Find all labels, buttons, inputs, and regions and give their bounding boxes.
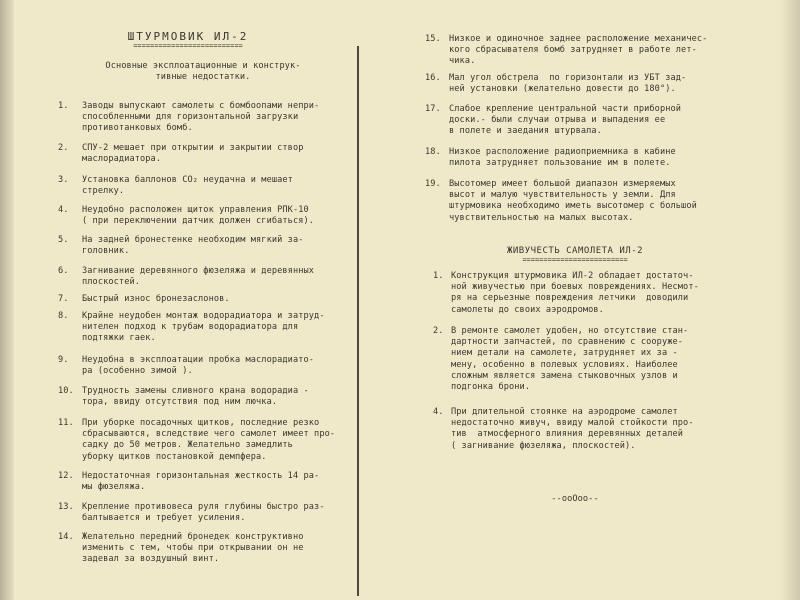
list-item xyxy=(58,101,319,135)
item-text: Неудобно расположен щиток управления РПК-10 ( при переключении датчик должен сгибаться). xyxy=(82,205,315,227)
title-underline: ========================== xyxy=(133,43,243,50)
list-item xyxy=(425,147,676,169)
list-item xyxy=(58,311,325,345)
item-text: Слабое крепление центральной части приборной доски.- были случаи отрыва и выпадения ее в полете и заедания штурвала. xyxy=(449,104,682,137)
item-text: При уборке посадочных щитков, последние резко сбрасываются, вследствие чего самолет имеет про- садку до 50 метров. Желательно замедлить уборку щитков постановкой демпфера. xyxy=(82,418,336,462)
list-item xyxy=(58,502,325,524)
item-number: 14. xyxy=(58,532,74,542)
item-number: 9. xyxy=(58,355,69,365)
left-subtitle xyxy=(58,61,348,83)
item-number: 13. xyxy=(58,502,74,512)
item-number: 2. xyxy=(58,143,69,153)
section-title: ЖИВУЧЕСТЬ САМОЛЕТА ИЛ-2 xyxy=(506,246,644,256)
item-number: 4. xyxy=(58,205,69,215)
item-text: Крепление противовеса руля глубины быстро раз- балтывается и требует усиления. xyxy=(82,502,325,524)
item-text: Недостаточная горизонтальная жесткость 14 ра- мы фюзеляжа. xyxy=(82,471,320,493)
item-text: Загнивание деревянного фюзеляжа и деревянных плоскостей. xyxy=(82,266,315,288)
subtitle-line: тивные недостатки. xyxy=(155,72,251,83)
list-item xyxy=(58,205,314,227)
column-divider xyxy=(357,46,359,596)
item-text: Высотомер имеет большой диапазон измеряемых высот и малую чувствительность у земли. Для штурмовика необходимо иметь высотомер с большой чувствительностью на малых высотах. xyxy=(449,179,697,223)
item-text: Низкое и одиночное заднее расположение механичес- кого сбрасывателя бомб затрудняет в работе лет- чика. xyxy=(449,34,708,67)
item-number: 1. xyxy=(58,101,69,111)
list-item xyxy=(58,175,293,197)
end-mark: --ооОоо-- xyxy=(551,494,599,504)
item-number: 15. xyxy=(425,34,441,44)
list-item xyxy=(58,143,304,165)
item-number: 7. xyxy=(58,294,69,304)
item-text: Быстрый износ бронезаслонов. xyxy=(82,294,230,304)
item-number: 1. xyxy=(433,271,444,281)
list-item xyxy=(433,326,688,393)
item-number: 12. xyxy=(58,471,74,481)
subtitle-line: Основные эксплоатационные и конструк- xyxy=(105,61,301,71)
item-number: 5. xyxy=(58,235,69,245)
list-item xyxy=(58,532,304,566)
item-number: 18. xyxy=(425,147,441,157)
list-item xyxy=(433,271,699,316)
item-number: 8. xyxy=(58,311,69,321)
item-number: 6. xyxy=(58,266,69,276)
item-text: Установка баллонов СО₂ неудачна и мешает стрелку. xyxy=(82,175,293,197)
list-item xyxy=(58,471,319,493)
item-number: 16. xyxy=(425,73,441,83)
list-item xyxy=(425,179,697,224)
list-item xyxy=(433,407,694,452)
item-text: Неудобна в эксплоатации пробка маслорадиато- ра (особенно зимой ). xyxy=(82,355,315,377)
item-text: Трудность замены сливного крана водорадиа - тора, ввиду отсутствия под ним лючка. xyxy=(82,386,309,408)
item-number: 10. xyxy=(58,386,74,396)
item-text: Желательно передний бронедек конструктивно изменить с тем, чтобы при открывании он не задевал за воздушный винт. xyxy=(82,532,304,565)
list-item xyxy=(425,73,686,95)
item-text: Крайне неудобен монтаж водорадиатора и затруд- нителен подход к трубам водорадиатора для подтяжки гаек. xyxy=(82,311,325,344)
list-item xyxy=(425,104,681,138)
item-number: 17. xyxy=(425,104,441,114)
item-text: СПУ-2 мешает при открытии и закрытии створ маслорадиатора. xyxy=(82,143,304,165)
document-title: ШТУРМОВИК ИЛ-2 xyxy=(127,30,249,43)
list-item xyxy=(58,386,309,408)
item-text: Заводы выпускают самолеты с бомбоопами непри- способленными для горизонтальной загрузки противотанковых бомб. xyxy=(82,101,320,134)
item-number: 2. xyxy=(433,326,444,336)
list-item xyxy=(425,34,707,68)
list-item xyxy=(58,418,335,463)
item-text: Мал угол обстрела по горизонтали из УБТ зад- ней установки (желательно довести до 180°). xyxy=(449,73,687,95)
list-item xyxy=(58,266,314,288)
item-number: 19. xyxy=(425,179,441,189)
item-text: Низкое расположение радиоприемника в кабине пилота затрудняет пользование им в полете. xyxy=(449,147,676,169)
item-number: 3. xyxy=(58,175,69,185)
item-number: 11. xyxy=(58,418,74,428)
item-number: 4. xyxy=(433,407,444,417)
item-text: В ремонте самолет удобен, но отсутствие стан- дартности запчастей, по сравнению с сооруже- нием детали на самолете, затрудняет их за - мену, особенно в полевых условиях. Наиболее сложным является замена стыковочных узлов и подгонка брони. xyxy=(451,326,689,393)
list-item xyxy=(58,355,314,377)
list-item xyxy=(58,235,304,257)
item-text: На задней бронестенке необходим мягкий за- головник. xyxy=(82,235,304,257)
item-text: При длительной стоянке на аэродроме самолет недостаточно живуч, ввиду малой стойкости про- тив атмосферного влияния деревянных деталей ( загнивание фюзеляжа, плоскостей). xyxy=(451,407,694,451)
list-item xyxy=(58,294,230,305)
item-text: Конструкция штурмовика ИЛ-2 обладает достаточ- ной живучестью при боевых повреждениях. Несмот- ря на серьезные повреждения летчики доводили самолеты до своих аэродромов. xyxy=(451,271,699,315)
section-underline: ========================= xyxy=(522,257,628,264)
